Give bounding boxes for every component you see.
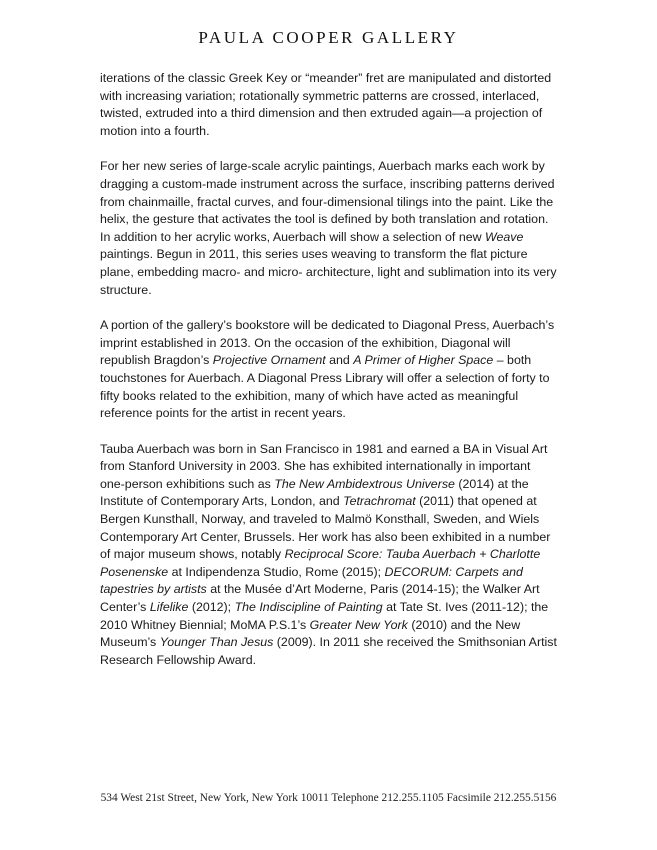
text-segment: and <box>325 353 354 368</box>
paragraph-acrylic-paintings <box>100 158 558 299</box>
paragraph-artist-biography <box>100 441 558 670</box>
title-weave: Weave <box>485 229 524 244</box>
title-decorum: DECORUM: Carpets and tapestries by artists <box>100 564 523 597</box>
title-reciprocal-score: Reciprocal Score: Tauba Auerbach + Charlotte Posenenske <box>100 547 541 579</box>
title-tetrachromat: Tetrachromat <box>343 494 416 509</box>
text-segment: Tauba Auerbach was born in San Francisco in 1981 and earned a BA in Visual Art from Stanford University in 2003. She has exhibited internationally in important one-person exhibitions such as <box>100 441 548 491</box>
title-primer-higher-space: A Primer of Higher Space <box>353 353 494 368</box>
text-segment: at Tate St. Ives (2011-12); the 2010 Whitney Biennial; MoMA P.S.1’s <box>100 600 549 632</box>
paragraph-diagonal-press <box>100 317 558 423</box>
title-projective-ornament: Projective Ornament <box>212 353 326 368</box>
title-indiscipline-of-painting: The Indiscipline of Painting <box>234 600 383 615</box>
title-greater-new-york: Greater New York <box>309 617 408 632</box>
paragraph-meander-patterns <box>100 70 558 140</box>
text-segment: (2010) and the New Museum’s <box>100 617 521 650</box>
text-segment: iterations of the classic Greek Key or “meander” fret are manipulated and distorted with increasing variation; rotationally symmetric patterns are crossed, interlaced, twisted, extruded into a third dimension and then extruded again—a projection of motion into a fourth. <box>100 71 552 138</box>
letterhead-gallery-name: PAULA COOPER GALLERY <box>198 28 459 47</box>
press-release-body <box>100 70 558 687</box>
title-new-ambidextrous-universe: The New Ambidextrous Universe <box>274 476 455 491</box>
text-segment: – both touchstones for Auerbach. A Diagonal Press Library will offer a selection of forty to fifty books related to the exhibition, many of which have acted as meaningful reference points for the artist in recent years. <box>100 353 550 421</box>
text-segment: (2009). In 2011 she received the Smithsonian Artist Research Fellowship Award. <box>100 635 557 667</box>
text-segment: (2011) that opened at Bergen Kunsthall, Norway, and traveled to Malmö Konsthall, Sweden, and Wiels Contemporary Art Center, Brussels. Her work has also been exhibited in a number of major museum shows, notably <box>100 494 551 562</box>
text-segment: (2012); <box>188 600 235 615</box>
title-lifelike: Lifelike <box>149 600 189 615</box>
text-segment: at the Musée d’Art Moderne, Paris (2014-15); the Walker Art Center’s <box>100 582 540 615</box>
text-segment: paintings. Begun in 2011, this series uses weaving to transform the flat picture plane, embedding macro- and micro- architecture, light and sublimation into its very structure. <box>100 247 557 297</box>
text-segment: (2014) at the Institute of Contemporary Arts, London, and <box>100 476 529 509</box>
text-segment: A portion of the gallery’s bookstore will be dedicated to Diagonal Press, Auerbach’s imprint established in 2013. On the occasion of the exhibition, Diagonal will republish Bragdon’s <box>100 318 555 368</box>
title-younger-than-jesus: Younger Than Jesus <box>159 635 274 650</box>
text-segment: at Indipendenza Studio, Rome (2015); <box>168 564 385 579</box>
text-segment: For her new series of large-scale acrylic paintings, Auerbach marks each work by dragging a custom-made instrument across the surface, inscribing patterns derived from chainmaille, fractal curves, and four-dimensional tilings into the paint. Like the helix, the gesture that activates the tool is defined by both translation and rotation. In addition to her acrylic works, Auerbach will show a selection of new <box>100 159 555 244</box>
footer-address: 534 West 21st Street, New York, New York 10011 Telephone 212.255.1105 Facsimile 212.255.5156 <box>100 792 557 804</box>
